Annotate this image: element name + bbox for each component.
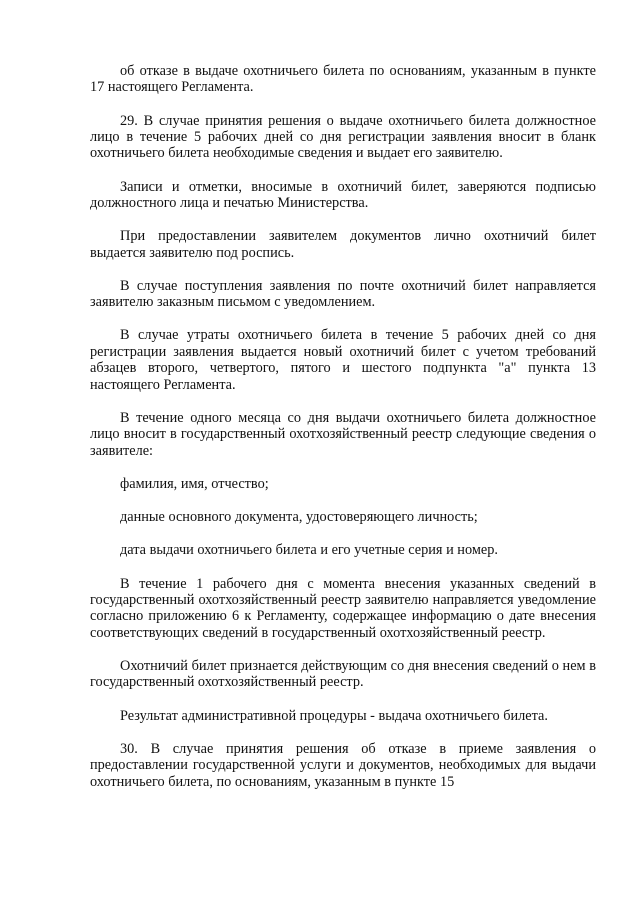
paragraph-ticket-validity: Охотничий билет признается действующим со дня внесения сведений о нем в государственный охотхозяйственный реестр.	[90, 657, 596, 691]
paragraph-records-certification: Записи и отметки, вносимые в охотничий билет, заверяются подписью должностного лица и печатью Министерства.	[90, 178, 596, 212]
paragraph-30: 30. В случае принятия решения об отказе в приеме заявления о предоставлении государственной услуги и документов, необходимых для выдачи охотничьего билета, по основаниям, указанным в пункте 15	[90, 740, 596, 790]
paragraph-lost-ticket: В случае утраты охотничьего билета в течение 5 рабочих дней со дня регистрации заявления выдается новый охотничий билет с учетом требований абзацев второго, четвертого, пятого и шестого подпункта "а" пункта 13 настоящего Регламента.	[90, 327, 596, 393]
paragraph-personal-issue: При предоставлении заявителем документов лично охотничий билет выдается заявителю под роспись.	[90, 228, 596, 261]
paragraph-refusal-continuation: об отказе в выдаче охотничьего билета по основаниям, указанным в пункте 17 настоящего Регламента.	[90, 63, 596, 96]
paragraph-procedure-result: Результат административной процедуры - выдача охотничьего билета.	[120, 707, 548, 724]
document-body	[90, 63, 596, 807]
list-item-id-document: данные основного документа, удостоверяющего личность;	[120, 509, 478, 526]
paragraph-29: 29. В случае принятия решения о выдаче охотничьего билета должностное лицо в течение 5 рабочих дней со дня регистрации заявления вносит в бланк охотничьего билета необходимые сведения и выдает его заявителю.	[90, 112, 596, 162]
list-item-full-name: фамилия, имя, отчество;	[120, 475, 269, 492]
paragraph-notification: В течение 1 рабочего дня с момента внесения указанных сведений в государственный охотхозяйственный реестр заявителю направляется уведомление согласно приложению 6 к Регламенту, содержащее информацию о дате внесения соответствующих сведений в государственный охотхозяйственный реестр.	[90, 575, 596, 641]
paragraph-registry-entry: В течение одного месяца со дня выдачи охотничьего билета должностное лицо вносит в государственный охотхозяйственный реестр следующие сведения о заявителе:	[90, 409, 596, 459]
list-item-issue-date: дата выдачи охотничьего билета и его учетные серия и номер.	[120, 542, 498, 559]
paragraph-mail-issue: В случае поступления заявления по почте охотничий билет направляется заявителю заказным письмом с уведомлением.	[90, 277, 596, 311]
